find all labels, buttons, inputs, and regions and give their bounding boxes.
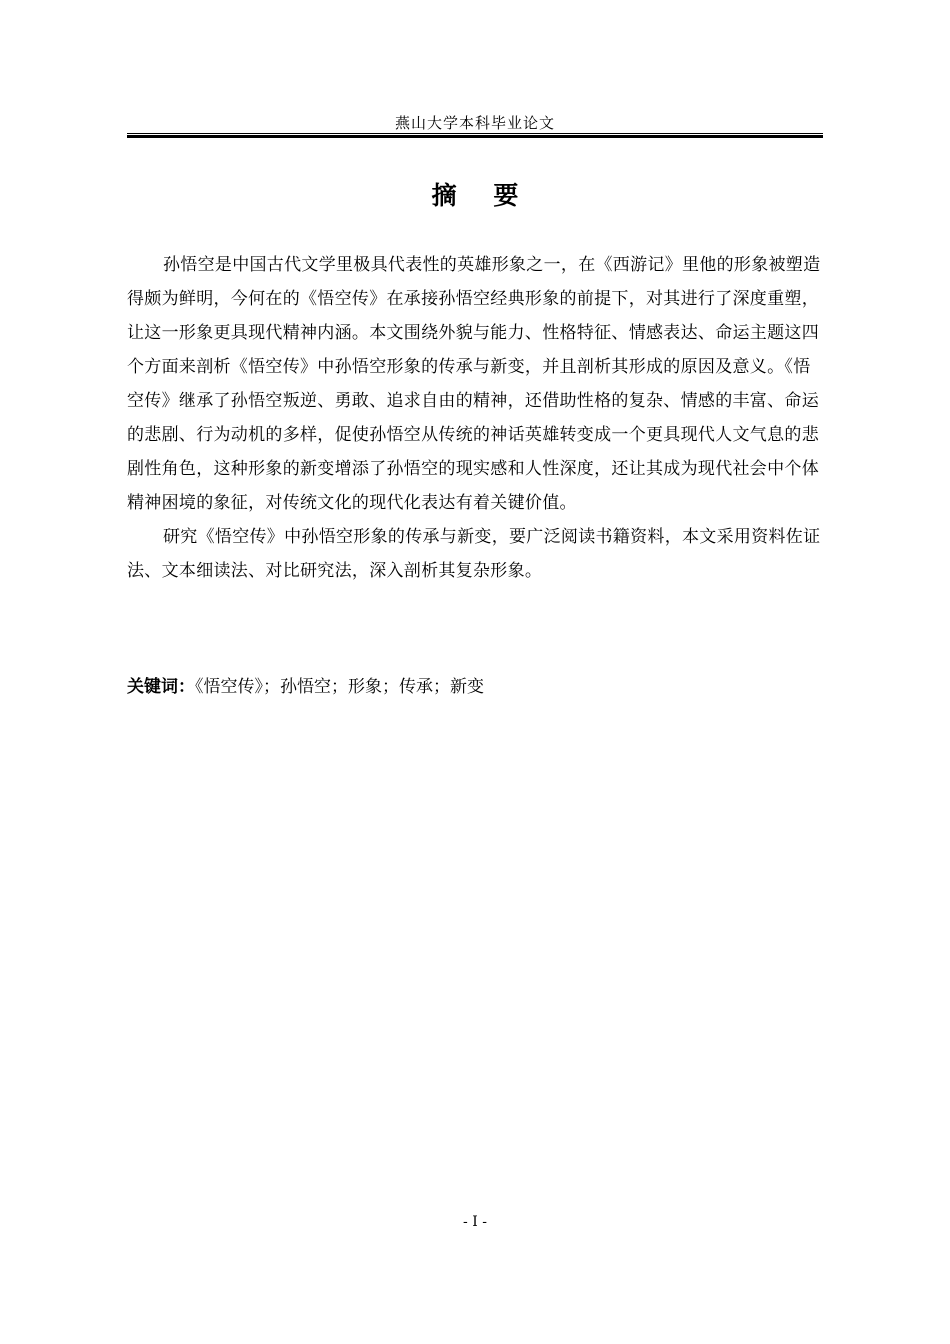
abstract-heading: 摘 要 bbox=[431, 181, 533, 210]
header-rule-thin bbox=[127, 133, 823, 134]
abstract-paragraph-2: 研究《悟空传》中孙悟空形象的传承与新变，要广泛阅读书籍资料，本文采用资料佐证法、文本细读法、对比研究法，深入剖析其复杂形象。 bbox=[127, 527, 821, 581]
keywords-value: 《悟空传》；孙悟空；形象；传承；新变 bbox=[195, 677, 484, 697]
keywords-label: 关键词： bbox=[127, 677, 195, 697]
abstract-body bbox=[127, 248, 823, 588]
running-header: 燕山大学本科毕业论文 bbox=[394, 114, 555, 132]
keywords-line bbox=[127, 672, 823, 702]
page-number: - I - bbox=[463, 1214, 487, 1230]
abstract-paragraph-1: 孙悟空是中国古代文学里极具代表性的英雄形象之一，在《西游记》里他的形象被塑造得颇为鲜明，今何在的《悟空传》在承接孙悟空经典形象的前提下，对其进行了深度重塑，让这一形象更具现代精神内涵。本文围绕外貌与能力、性格特征、情感表达、命运主题这四个方面来剖析《悟空传》中孙悟空形象的传承与新变，并且剖析其形成的原因及意义。《悟空传》继承了孙悟空叛逆、勇敢、追求自由的精神，还借助性格的复杂、情感的丰富、命运的悲剧、行为动机的多样，促使孙悟空从传统的神话英雄转变成一个更具现代人文气息的悲剧性角色，这种形象的新变增添了孙悟空的现实感和人性深度，还让其成为现代社会中个体精神困境的象征，对传统文化的现代化表达有着关键价值。 bbox=[127, 255, 821, 513]
header-rule-thick bbox=[127, 135, 823, 138]
